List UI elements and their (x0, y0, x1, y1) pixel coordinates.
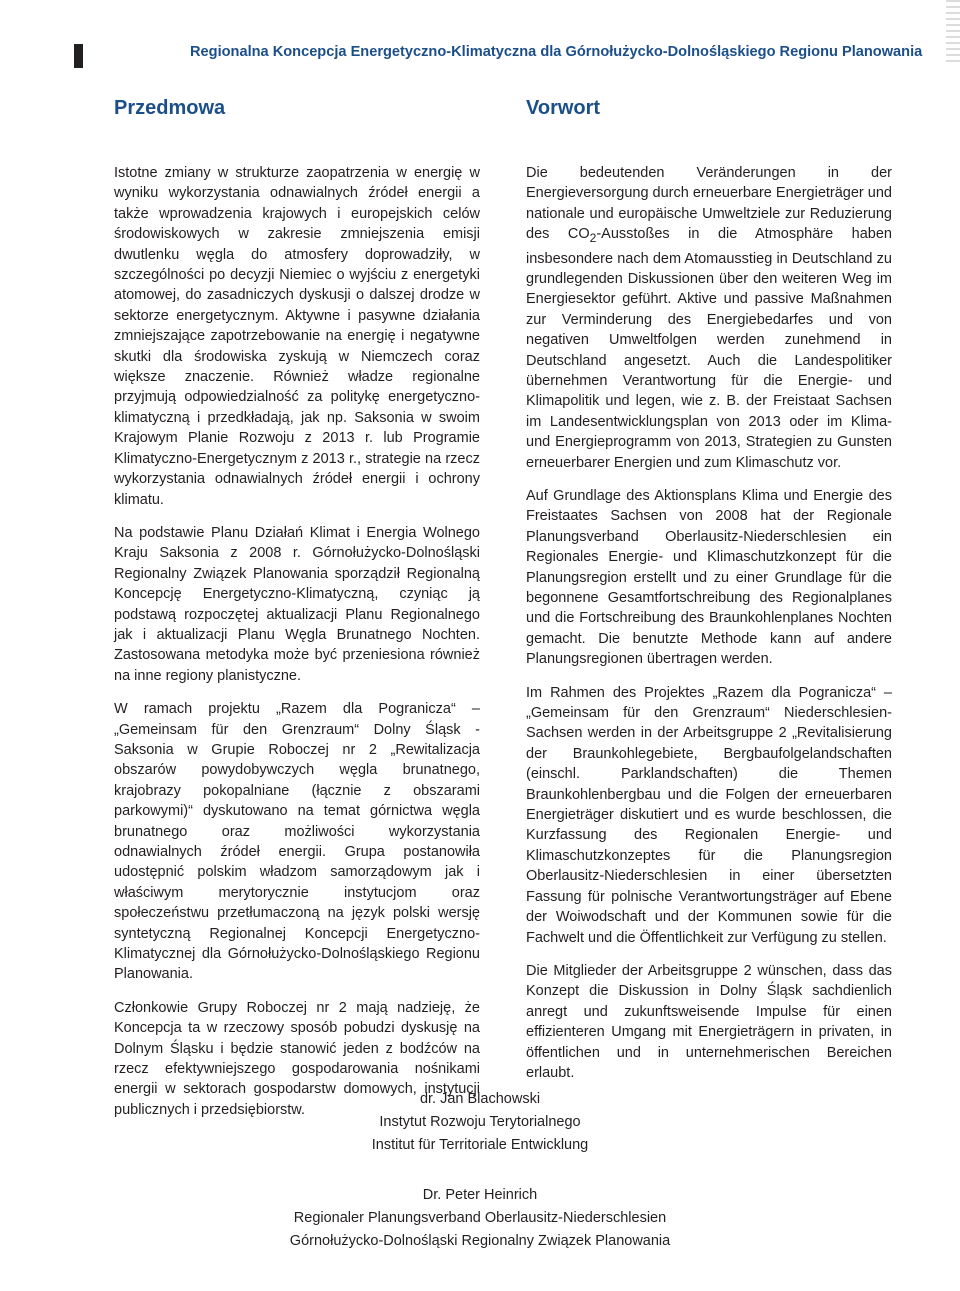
polish-paragraph: Członkowie Grupy Roboczej nr 2 mają nadzieję, że Koncepcja ta w rzeczowy sposób pobudzi dyskusję na Dolnym Śląsku i będzie stanowić jeden z bodźców na rzecz efektywniejszego gospodarowania nośnikami energii w sektorach gospodarstw domowych, instytucji publicznych i przedsiębiorstw. (114, 999, 480, 1118)
page-edge-marks (946, 0, 960, 66)
heading-german: Vorwort (526, 97, 601, 119)
signatory-name: Dr. Peter Heinrich (422, 1187, 538, 1203)
polish-column (114, 163, 480, 1133)
heading-polish: Przedmowa (114, 97, 226, 119)
signatory-affiliation: Institut für Territoriale Entwicklung (371, 1137, 589, 1153)
signatory-name: dr. Jan Blachowski (419, 1091, 541, 1107)
german-paragraph: Im Rahmen des Projektes „Razem dla Pogranicza“ – „Gemeinsam für den Grenzraum“ Niederschlesien-Sachsen werden in der Arbeitsgruppe 2 „Revitalisierung der Braunkohlegebiete, Bergbaufolgelandschaften (einschl. Parklandschaften) die Themen Braunkohlenbergbau und die Folgen der erneuerbaren Energieträger diskutiert und es wurde beschlossen, die Kurzfassung des Regionalen Energie- und Klimaschutzkonzeptes für die Planungsregion Oberlausitz-Niederschlesien in einer übersetzten Fassung für polnische Verantwortungsträger auf Ebene der Woiwodschaft und der Kommunen sowie für die Fachwelt und die Öffentlichkeit zur Verfügung zu stellen. (526, 684, 892, 946)
signatory-affiliation: Górnołużycko-Dolnośląski Regionalny Związek Planowania (289, 1233, 671, 1249)
german-paragraph: Auf Grundlage des Aktionsplans Klima und Energie des Freistaates Sachsen von 2008 hat der Regionale Planungsverband Oberlausitz-Niederschlesien ein Regionales Energie- und Klimaschutzkonzept für die Planungsregion erstellt und zu einer Grundlage für die begonnene Gesamtfortschreibung des Regionalplanes und die Fortschreibung des Braunkohlenplanes Nochten gemacht. Die benutzte Methode kann auf andere Planungsregionen übertragen werden. (526, 487, 892, 668)
signature-block (0, 1184, 960, 1253)
polish-paragraph: Na podstawie Planu Działań Klimat i Energia Wolnego Kraju Saksonia z 2008 r. Górnołużycko-Dolnośląski Regionalny Związek Planowania sporządził Regionalną Koncepcję Energetyczno-Klimatyczną, czyniąc ją podstawą rozpoczętej aktualizacji Planu Regionalnego jak i aktualizacji Planu Węgla Brunatnego Nochten. Zastosowana metodyka może być przeniesiona również na inne regiony planistyczne. (114, 524, 480, 684)
german-paragraph-text: Die bedeutenden Veränderungen in der Energieversorgung durch erneuerbare Energieträger und nationale und europäische Umweltziele zur Reduzierung des CO (526, 165, 892, 243)
german-column (526, 163, 892, 1096)
signature-block (0, 1088, 960, 1157)
signatory-affiliation: Instytut Rozwoju Terytorialnego (379, 1114, 581, 1130)
polish-paragraph: Istotne zmiany w strukturze zaopatrzenia w energię w wyniku wykorzystania odnawialnych źródeł energii a także wprowadzenia krajowych i europejskich celów środowiskowych w zakresie zmniejszenia emisji dwutlenku węgla do atmosfery doprowadziły, w szczególności po decyzji Niemiec o wyjściu z energetyki atomowej, do zasadniczych dyskusji o dalszej drodze w sektorze energetycznym. Aktywne i pasywne działania zmniejszające zapotrzebowanie na energię i negatywne skutki dla środowiska zyskują w Niemczech coraz większe znaczenie. Również władze regionalne przyjmują odpowiedzialność za politykę energetyczno-klimatyczną i przedkładają, jak np. Saksonia w swoim Krajowym Planie Rozwoju z 2013 r. lub Programie Klimatyczno-Energetycznym z 2013 r., strategie na rzecz wykorzystania odnawialnych źródeł energii i ochrony klimatu. (114, 165, 480, 508)
co2-subscript: 2 (589, 231, 597, 246)
signatory-affiliation: Regionaler Planungsverband Oberlausitz-Niederschlesien (293, 1210, 667, 1226)
running-header: Regionalna Koncepcja Energetyczno-Klimatyczna dla Górnołużycko-Dolnośląskiego Regionu Planowania (190, 44, 923, 60)
german-paragraph (526, 163, 892, 473)
polish-paragraph: W ramach projektu „Razem dla Pogranicza“ – „Gemeinsam für den Grenzraum“ Dolny Śląsk - Saksonia w Grupie Roboczej nr 2 „Rewitalizacja obszarów powydobywczych węgla brunatnego, krajobrazy pokopalniane (łącznie z obszarami parkowymi)“ dyskutowano na temat górnictwa węgla brunatnego oraz możliwości wykorzystania odnawialnych źródeł energii. Grupa postanowiła udostępnić polskim władzom samorządowym jak i właściwym merytorycznie instytucjom oraz społeczeństwu przetłumaczoną na język polski wersję syntetyczną Regionalnej Koncepcji Energetyczno-Klimatycznej dla Górnołużycko-Dolnośląskiego Regionu Planowania. (114, 701, 480, 983)
signatures (0, 1088, 960, 1280)
german-paragraph-text: -Ausstoßes in die Atmosphäre haben insbesondere nach dem Atomausstieg in Deutschland zu grundlegenden Diskussionen über den weiteren Weg im Energiesektor geführt. Aktive und passive Maßnahmen zur Verminderung des Energiebedarfes und von negativen Umweltfolgen werden zunehmend in Deutschland angesetzt. Auch die Landespolitiker übernehmen Verantwortung für die Energie- und Klimapolitik und legen, wie z. B. der Freistaat Sachsen im Landesentwicklungsplan von 2013 oder im Klima- und Energieprogramm von 2013, Strategien zu Gunsten erneuerbarer Energien und zum Klimaschutz vor. (526, 226, 892, 471)
german-paragraph: Die Mitglieder der Arbeitsgruppe 2 wünschen, dass das Konzept die Diskussion in Dolny Śląsk sachdienlich anregt und zukunftsweisende Impulse für einen effizienteren Umgang mit Energieträgern in privaten, in öffentlichen und in unternehmerischen Bereichen erlaubt. (526, 962, 892, 1081)
section-marker (74, 44, 83, 68)
